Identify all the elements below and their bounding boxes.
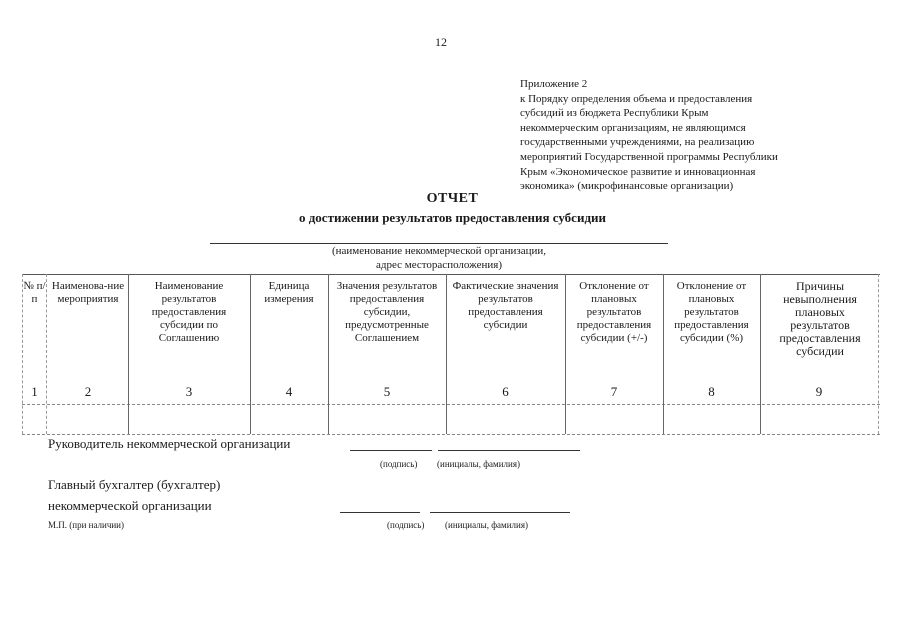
- accountant-name-caption: (инициалы, фамилия): [445, 520, 528, 530]
- accountant-name-line: [430, 512, 570, 513]
- head-signature-line: [350, 450, 432, 451]
- table-column-border: [250, 274, 251, 434]
- header-deviation-abs: Отклонение от плановых результатов предоставления субсидии (+/-): [576, 280, 652, 344]
- report-title: ОТЧЕТ: [426, 191, 479, 206]
- table-column-border: [128, 274, 129, 434]
- page-number: 12: [435, 35, 447, 49]
- accountant-signature-line: [340, 512, 420, 513]
- table-column-border: [328, 274, 329, 434]
- table-column-border: [565, 274, 566, 434]
- table-column-border: [446, 274, 447, 434]
- head-signature-caption: (подпись): [380, 459, 418, 469]
- header-reasons: Причины невыполнения плановых результатов предоставления субсидии: [779, 279, 861, 358]
- appendix-line: некоммерческим организациям, не являющимся: [520, 121, 746, 134]
- header-event-name: Наименова-ние мероприятия: [51, 280, 125, 305]
- accountant-organization-label: некоммерческой организации: [48, 498, 212, 513]
- table-top-border: [22, 274, 880, 275]
- appendix-line: Крым «Экономическое развитие и инновационная: [520, 165, 756, 178]
- head-signature-label: Руководитель некоммерческой организации: [48, 436, 291, 451]
- organization-caption-line2: адрес месторасположения): [376, 259, 502, 271]
- accountant-signature-caption: (подпись): [387, 520, 425, 530]
- appendix-line: экономика» (микрофинансовые организации): [520, 180, 734, 193]
- table-column-border: [663, 274, 664, 434]
- appendix-line: к Порядку определения объема и предоставления: [520, 92, 753, 105]
- appendix-line: мероприятий Государственной программы Республики: [520, 150, 778, 163]
- appendix-line: субсидий из бюджета Республики Крым: [520, 107, 709, 120]
- column-number: 2: [84, 384, 92, 399]
- header-deviation-pct: Отклонение от плановых результатов предоставления субсидии (%): [674, 280, 749, 344]
- report-subtitle: о достижении результатов предоставления субсидии: [298, 210, 607, 225]
- head-name-caption: (инициалы, фамилия): [437, 459, 520, 469]
- organization-caption-line1: (наименование некоммерческой организации,: [331, 245, 547, 257]
- table-column-border: [46, 274, 47, 434]
- appendix-line: Приложение 2: [520, 78, 588, 90]
- header-planned-values: Значения результатов предоставления субсидии, предусмотренные Соглашением: [336, 280, 438, 344]
- column-number: 4: [285, 384, 293, 399]
- table-row-divider: [22, 404, 880, 405]
- header-result-name: Наименование результатов предоставления субсидии по Соглашению: [151, 280, 227, 344]
- header-unit: Единица измерения: [264, 280, 314, 305]
- column-number: 7: [610, 384, 618, 399]
- header-row-number: № п/п: [23, 280, 46, 305]
- table-bottom-border: [22, 434, 880, 435]
- table-column-border: [878, 274, 879, 434]
- appendix-block: [520, 77, 778, 194]
- accountant-signature-label: Главный бухгалтер (бухгалтер): [48, 477, 221, 492]
- column-number: 9: [815, 384, 823, 399]
- head-name-line: [438, 450, 580, 451]
- stamp-label: М.П. (при наличии): [48, 520, 124, 530]
- column-number: 6: [502, 384, 509, 399]
- column-number: 1: [31, 384, 38, 399]
- header-actual-values: Фактические значения результатов предоставления субсидии: [452, 280, 559, 331]
- appendix-line: государственными учреждениями, на реализацию: [520, 136, 755, 149]
- column-number: 8: [708, 384, 715, 399]
- column-number: 3: [185, 384, 193, 399]
- organization-name-line: [210, 243, 668, 244]
- column-number: 5: [383, 384, 391, 399]
- table-column-border: [760, 274, 761, 434]
